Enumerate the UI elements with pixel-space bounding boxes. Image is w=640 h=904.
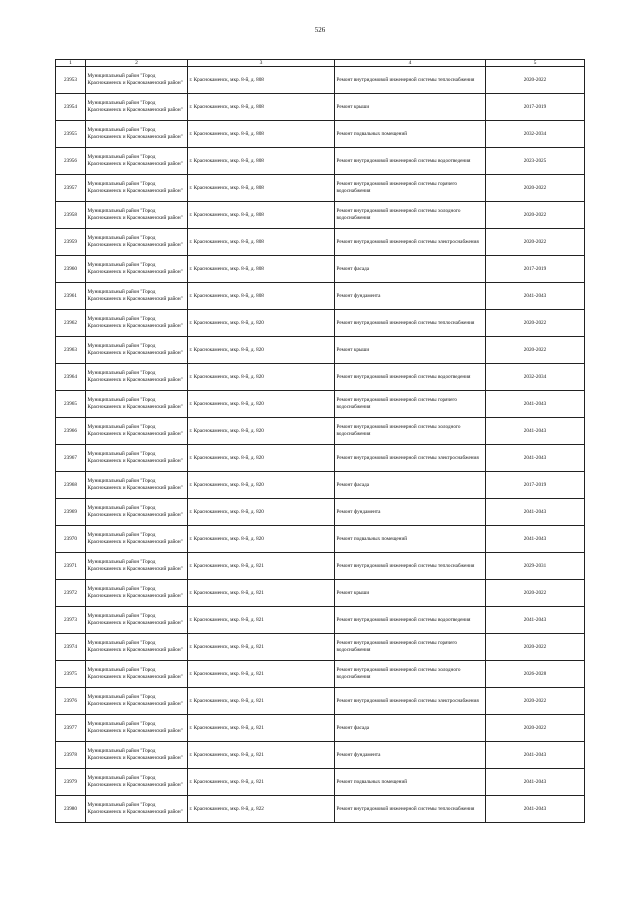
address-cell: г. Краснокаменск, мкр. 8-й, д. 821	[188, 661, 335, 688]
period-cell: 2020-2022	[486, 688, 585, 715]
address-cell: г. Краснокаменск, мкр. 8-й, д. 821	[188, 607, 335, 634]
municipality-cell: Муниципальный район "Город Краснокаменск и Краснокаменский район"	[86, 526, 188, 553]
work-type-cell: Ремонт внутридомовой инженерной системы водоотведения	[335, 607, 486, 634]
address-cell: г. Краснокаменск, мкр. 8-й, д. 808	[188, 283, 335, 310]
municipality-cell: Муниципальный район "Город Краснокаменск и Краснокаменский район"	[86, 364, 188, 391]
period-cell: 2029-2031	[486, 553, 585, 580]
municipality-cell: Муниципальный район "Город Краснокаменск и Краснокаменский район"	[86, 688, 188, 715]
work-type-cell: Ремонт внутридомовой инженерной системы теплоснабжения	[335, 310, 486, 337]
address-cell: г. Краснокаменск, мкр. 8-й, д. 821	[188, 742, 335, 769]
address-cell: г. Краснокаменск, мкр. 8-й, д. 822	[188, 796, 335, 823]
address-cell: г. Краснокаменск, мкр. 8-й, д. 808	[188, 94, 335, 121]
municipality-cell: Муниципальный район "Город Краснокаменск и Краснокаменский район"	[86, 175, 188, 202]
row-number-cell: 23960	[56, 256, 86, 283]
work-type-cell: Ремонт фундамента	[335, 499, 486, 526]
period-cell: 2020-2022	[486, 580, 585, 607]
period-cell: 2041-2043	[486, 499, 585, 526]
municipality-cell: Муниципальный район "Город Краснокаменск и Краснокаменский район"	[86, 94, 188, 121]
period-cell: 2020-2022	[486, 202, 585, 229]
row-number-cell: 23966	[56, 418, 86, 445]
period-cell: 2020-2022	[486, 634, 585, 661]
municipality-cell: Муниципальный район "Город Краснокаменск и Краснокаменский район"	[86, 715, 188, 742]
table-row	[56, 283, 585, 310]
work-type-cell: Ремонт фундамента	[335, 742, 486, 769]
row-number-cell: 23958	[56, 202, 86, 229]
column-number-row	[56, 60, 585, 67]
period-cell: 2026-2028	[486, 661, 585, 688]
work-type-cell: Ремонт внутридомовой инженерной системы горячего водоснабжения	[335, 391, 486, 418]
address-cell: г. Краснокаменск, мкр. 8-й, д. 820	[188, 364, 335, 391]
municipality-cell: Муниципальный район "Город Краснокаменск и Краснокаменский район"	[86, 553, 188, 580]
period-cell: 2041-2043	[486, 526, 585, 553]
row-number-cell: 23979	[56, 769, 86, 796]
table-row	[56, 148, 585, 175]
address-cell: г. Краснокаменск, мкр. 8-й, д. 821	[188, 553, 335, 580]
table-row	[56, 742, 585, 769]
municipality-cell: Муниципальный район "Город Краснокаменск и Краснокаменский район"	[86, 202, 188, 229]
work-type-cell: Ремонт внутридомовой инженерной системы водоотведения	[335, 148, 486, 175]
municipality-cell: Муниципальный район "Город Краснокаменск и Краснокаменский район"	[86, 337, 188, 364]
row-number-cell: 23955	[56, 121, 86, 148]
work-type-cell: Ремонт фасада	[335, 256, 486, 283]
row-number-cell: 23954	[56, 94, 86, 121]
row-number-cell: 23962	[56, 310, 86, 337]
table-row	[56, 661, 585, 688]
work-type-cell: Ремонт внутридомовой инженерной системы горячего водоснабжения	[335, 175, 486, 202]
table-row	[56, 445, 585, 472]
address-cell: г. Краснокаменск, мкр. 8-й, д. 820	[188, 445, 335, 472]
municipality-cell: Муниципальный район "Город Краснокаменск и Краснокаменский район"	[86, 256, 188, 283]
address-cell: г. Краснокаменск, мкр. 8-й, д. 820	[188, 391, 335, 418]
municipality-cell: Муниципальный район "Город Краснокаменск и Краснокаменский район"	[86, 607, 188, 634]
table-row	[56, 526, 585, 553]
period-cell: 2020-2022	[486, 67, 585, 94]
row-number-cell: 23975	[56, 661, 86, 688]
table-row	[56, 94, 585, 121]
column-header-5: 5	[486, 60, 585, 67]
work-type-cell: Ремонт внутридомовой инженерной системы холодного водоснабжения	[335, 418, 486, 445]
municipality-cell: Муниципальный район "Город Краснокаменск и Краснокаменский район"	[86, 67, 188, 94]
table-row	[56, 472, 585, 499]
address-cell: г. Краснокаменск, мкр. 8-й, д. 820	[188, 499, 335, 526]
row-number-cell: 23974	[56, 634, 86, 661]
municipality-cell: Муниципальный район "Город Краснокаменск и Краснокаменский район"	[86, 742, 188, 769]
row-number-cell: 23959	[56, 229, 86, 256]
table-row	[56, 175, 585, 202]
work-type-cell: Ремонт внутридомовой инженерной системы теплоснабжения	[335, 796, 486, 823]
municipality-cell: Муниципальный район "Город Краснокаменск и Краснокаменский район"	[86, 769, 188, 796]
row-number-cell: 23972	[56, 580, 86, 607]
row-number-cell: 23967	[56, 445, 86, 472]
address-cell: г. Краснокаменск, мкр. 8-й, д. 821	[188, 634, 335, 661]
work-type-cell: Ремонт крыши	[335, 337, 486, 364]
column-header-4: 4	[335, 60, 486, 67]
table-row	[56, 229, 585, 256]
table-row	[56, 553, 585, 580]
address-cell: г. Краснокаменск, мкр. 8-й, д. 808	[188, 256, 335, 283]
address-cell: г. Краснокаменск, мкр. 8-й, д. 820	[188, 472, 335, 499]
municipality-cell: Муниципальный район "Город Краснокаменск и Краснокаменский район"	[86, 148, 188, 175]
work-type-cell: Ремонт внутридомовой инженерной системы электроснабжения	[335, 229, 486, 256]
work-type-cell: Ремонт внутридомовой инженерной системы электроснабжения	[335, 688, 486, 715]
table-row	[56, 337, 585, 364]
municipality-cell: Муниципальный район "Город Краснокаменск и Краснокаменский район"	[86, 121, 188, 148]
work-type-cell: Ремонт фасада	[335, 715, 486, 742]
row-number-cell: 23971	[56, 553, 86, 580]
row-number-cell: 23973	[56, 607, 86, 634]
page-number: 526	[314, 26, 326, 34]
table-row	[56, 607, 585, 634]
table-row	[56, 364, 585, 391]
work-type-cell: Ремонт крыши	[335, 94, 486, 121]
period-cell: 2041-2043	[486, 742, 585, 769]
municipality-cell: Муниципальный район "Город Краснокаменск и Краснокаменский район"	[86, 499, 188, 526]
period-cell: 2020-2022	[486, 715, 585, 742]
municipality-cell: Муниципальный район "Город Краснокаменск и Краснокаменский район"	[86, 634, 188, 661]
row-number-cell: 23980	[56, 796, 86, 823]
period-cell: 2017-2019	[486, 256, 585, 283]
municipality-cell: Муниципальный район "Город Краснокаменск и Краснокаменский район"	[86, 661, 188, 688]
address-cell: г. Краснокаменск, мкр. 8-й, д. 820	[188, 337, 335, 364]
address-cell: г. Краснокаменск, мкр. 8-й, д. 821	[188, 688, 335, 715]
address-cell: г. Краснокаменск, мкр. 8-й, д. 808	[188, 67, 335, 94]
row-number-cell: 23957	[56, 175, 86, 202]
period-cell: 2020-2022	[486, 175, 585, 202]
work-type-cell: Ремонт внутридомовой инженерной системы теплоснабжения	[335, 553, 486, 580]
work-type-cell: Ремонт внутридомовой инженерной системы горячего водоснабжения	[335, 634, 486, 661]
table-row	[56, 580, 585, 607]
work-type-cell: Ремонт подвальных помещений	[335, 769, 486, 796]
table-row	[56, 634, 585, 661]
period-cell: 2041-2043	[486, 607, 585, 634]
table-row	[56, 418, 585, 445]
work-type-cell: Ремонт фундамента	[335, 283, 486, 310]
table-row	[56, 796, 585, 823]
row-number-cell: 23969	[56, 499, 86, 526]
municipality-cell: Муниципальный район "Город Краснокаменск и Краснокаменский район"	[86, 445, 188, 472]
column-header-3: 3	[188, 60, 335, 67]
period-cell: 2020-2022	[486, 310, 585, 337]
address-cell: г. Краснокаменск, мкр. 8-й, д. 820	[188, 418, 335, 445]
table-row	[56, 67, 585, 94]
period-cell: 2020-2022	[486, 337, 585, 364]
row-number-cell: 23953	[56, 67, 86, 94]
column-header-2: 2	[86, 60, 188, 67]
table-row	[56, 391, 585, 418]
municipality-cell: Муниципальный район "Город Краснокаменск и Краснокаменский район"	[86, 796, 188, 823]
period-cell: 2041-2043	[486, 391, 585, 418]
row-number-cell: 23956	[56, 148, 86, 175]
address-cell: г. Краснокаменск, мкр. 8-й, д. 808	[188, 148, 335, 175]
work-type-cell: Ремонт внутридомовой инженерной системы теплоснабжения	[335, 67, 486, 94]
period-cell: 2041-2043	[486, 418, 585, 445]
municipality-cell: Муниципальный район "Город Краснокаменск и Краснокаменский район"	[86, 580, 188, 607]
address-cell: г. Краснокаменск, мкр. 8-й, д. 808	[188, 202, 335, 229]
table-row	[56, 256, 585, 283]
work-type-cell: Ремонт подвальных помещений	[335, 121, 486, 148]
period-cell: 2032-2034	[486, 121, 585, 148]
row-number-cell: 23970	[56, 526, 86, 553]
address-cell: г. Краснокаменск, мкр. 8-й, д. 808	[188, 175, 335, 202]
work-type-cell: Ремонт внутридомовой инженерной системы холодного водоснабжения	[335, 661, 486, 688]
table-row	[56, 202, 585, 229]
repair-schedule-table	[55, 59, 585, 823]
row-number-cell: 23977	[56, 715, 86, 742]
municipality-cell: Муниципальный район "Город Краснокаменск и Краснокаменский район"	[86, 310, 188, 337]
period-cell: 2041-2043	[486, 283, 585, 310]
address-cell: г. Краснокаменск, мкр. 8-й, д. 820	[188, 526, 335, 553]
municipality-cell: Муниципальный район "Город Краснокаменск и Краснокаменский район"	[86, 418, 188, 445]
period-cell: 2017-2019	[486, 472, 585, 499]
municipality-cell: Муниципальный район "Город Краснокаменск и Краснокаменский район"	[86, 472, 188, 499]
period-cell: 2017-2019	[486, 94, 585, 121]
work-type-cell: Ремонт внутридомовой инженерной системы электроснабжения	[335, 445, 486, 472]
municipality-cell: Муниципальный район "Город Краснокаменск и Краснокаменский район"	[86, 391, 188, 418]
table-row	[56, 499, 585, 526]
row-number-cell: 23978	[56, 742, 86, 769]
row-number-cell: 23965	[56, 391, 86, 418]
period-cell: 2020-2022	[486, 229, 585, 256]
period-cell: 2041-2043	[486, 796, 585, 823]
table-row	[56, 310, 585, 337]
period-cell: 2041-2043	[486, 445, 585, 472]
address-cell: г. Краснокаменск, мкр. 8-й, д. 821	[188, 715, 335, 742]
column-header-1: 1	[56, 60, 86, 67]
period-cell: 2032-2034	[486, 364, 585, 391]
address-cell: г. Краснокаменск, мкр. 8-й, д. 820	[188, 310, 335, 337]
municipality-cell: Муниципальный район "Город Краснокаменск и Краснокаменский район"	[86, 229, 188, 256]
work-type-cell: Ремонт внутридомовой инженерной системы холодного водоснабжения	[335, 202, 486, 229]
table-row	[56, 121, 585, 148]
work-type-cell: Ремонт подвальных помещений	[335, 526, 486, 553]
row-number-cell: 23964	[56, 364, 86, 391]
table-row	[56, 688, 585, 715]
address-cell: г. Краснокаменск, мкр. 8-й, д. 808	[188, 121, 335, 148]
address-cell: г. Краснокаменск, мкр. 8-й, д. 808	[188, 229, 335, 256]
row-number-cell: 23968	[56, 472, 86, 499]
period-cell: 2023-2025	[486, 148, 585, 175]
address-cell: г. Краснокаменск, мкр. 8-й, д. 821	[188, 580, 335, 607]
table-row	[56, 715, 585, 742]
work-type-cell: Ремонт крыши	[335, 580, 486, 607]
row-number-cell: 23963	[56, 337, 86, 364]
table-row	[56, 769, 585, 796]
row-number-cell: 23976	[56, 688, 86, 715]
municipality-cell: Муниципальный район "Город Краснокаменск и Краснокаменский район"	[86, 283, 188, 310]
address-cell: г. Краснокаменск, мкр. 8-й, д. 821	[188, 769, 335, 796]
period-cell: 2041-2043	[486, 769, 585, 796]
row-number-cell: 23961	[56, 283, 86, 310]
work-type-cell: Ремонт внутридомовой инженерной системы водоотведения	[335, 364, 486, 391]
work-type-cell: Ремонт фасада	[335, 472, 486, 499]
